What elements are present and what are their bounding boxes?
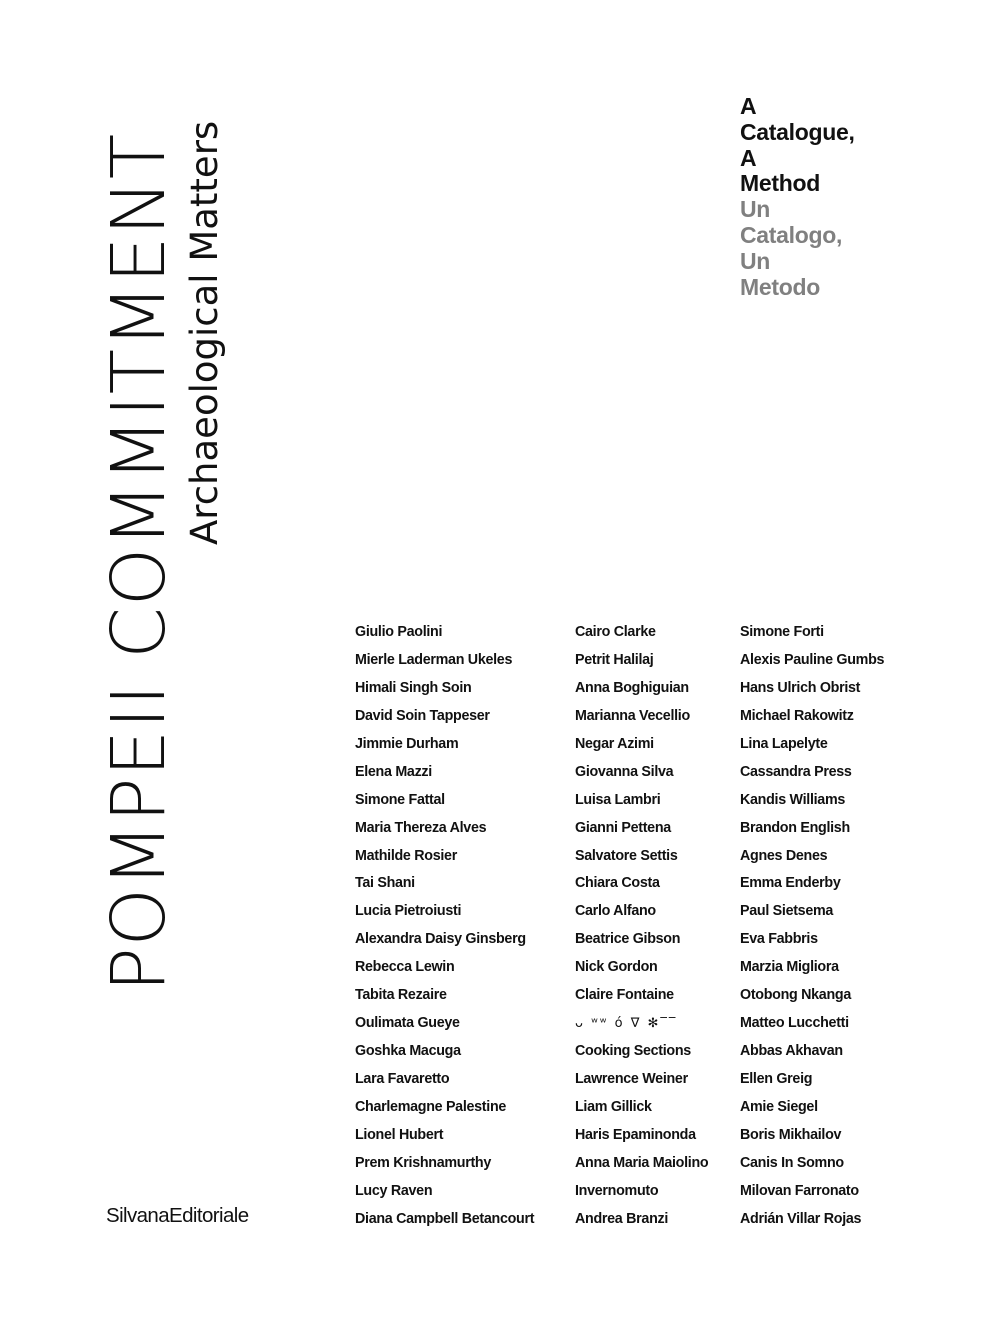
contributor-name: Anna Maria Maiolino <box>575 1154 709 1171</box>
contributor-name: Cairo Clarke <box>575 624 656 640</box>
cover-title: POMPEII COMMITMENT <box>96 132 182 992</box>
contributor-name: Nick Gordon <box>575 959 658 976</box>
contributor-name: Rebecca Lewin <box>355 959 455 976</box>
contributor-name: Andrea Branzi <box>575 1210 669 1227</box>
contributor-name: Anna Boghiguian <box>575 679 689 696</box>
contributor-name: Gianni Pettena <box>575 819 671 836</box>
contributor-name: Cassandra Press <box>740 763 852 780</box>
contributor-name: Boris Mikhailov <box>740 1126 842 1143</box>
contributor-glyph-name: ᴗ ʷʷ ό ∇ ✻‾‾ <box>575 1016 678 1032</box>
contributor-name: Ellen Greig <box>740 1071 813 1087</box>
contributor-name: Alexandra Daisy Ginsberg <box>355 931 526 948</box>
heading-en-line: Catalogue, <box>740 118 855 145</box>
contributor-name: Tabita Rezaire <box>355 987 447 1004</box>
contributor-name: Adrián Villar Rojas <box>740 1210 862 1227</box>
contributor-name: Tai Shani <box>355 875 415 892</box>
contributor-name: Maria Thereza Alves <box>355 819 487 836</box>
contributor-name: Kandis Williams <box>740 791 846 808</box>
heading-en-line: A <box>740 93 757 119</box>
contributor-name: Liam Gillick <box>575 1098 652 1115</box>
cover-subtitle: Archaeological Matters <box>183 120 226 545</box>
contributor-name: Amie Siegel <box>740 1098 818 1115</box>
contributor-name: Lucy Raven <box>355 1182 433 1199</box>
contributor-name: Agnes Denes <box>740 847 828 864</box>
contributor-name: Otobong Nkanga <box>740 987 851 1004</box>
contributors-column-2 <box>575 619 708 1234</box>
contributor-name: Marianna Vecellio <box>575 707 690 724</box>
heading-en-line: A <box>740 144 757 171</box>
contributor-name: Giovanna Silva <box>575 763 674 780</box>
contributor-name: Lawrence Weiner <box>575 1071 688 1087</box>
contributor-name: Alexis Pauline Gumbs <box>740 651 885 668</box>
contributor-name: Beatrice Gibson <box>575 931 681 948</box>
contributor-name: Lucia Pietroiusti <box>355 903 462 920</box>
heading-it-line: Un <box>740 196 771 223</box>
contributor-name: Luisa Lambri <box>575 791 661 808</box>
contributor-name: Carlo Alfano <box>575 903 656 920</box>
contributor-name: Cooking Sections <box>575 1043 691 1060</box>
contributor-name: Himali Singh Soin <box>355 679 472 696</box>
contributor-name: Brandon English <box>740 819 850 836</box>
heading-it-line: Catalogo, <box>740 221 843 248</box>
contributor-name: Marzia Migliora <box>740 959 839 976</box>
contributor-name: Giulio Paolini <box>355 624 443 640</box>
contributor-name: Canis In Somno <box>740 1154 844 1171</box>
contributor-name: Goshka Macuga <box>355 1043 461 1060</box>
contributor-name: David Soin Tappeser <box>355 707 490 724</box>
contributor-name: Emma Enderby <box>740 875 841 892</box>
contributor-name: Diana Campbell Betancourt <box>355 1210 535 1227</box>
contributor-name: Simone Fattal <box>355 791 445 808</box>
contributor-name: Mierle Laderman Ukeles <box>355 651 513 668</box>
contributor-name: Eva Fabbris <box>740 931 818 948</box>
contributor-name: Oulimata Gueye <box>355 1015 460 1032</box>
contributor-name: Petrit Halilaj <box>575 651 654 668</box>
heading-it-line: Metodo <box>740 273 820 300</box>
contributor-name: Abbas Akhavan <box>740 1043 843 1060</box>
contributor-name: Lina Lapelyte <box>740 735 828 752</box>
contributor-name: Milovan Farronato <box>740 1182 859 1199</box>
publisher-logo: SilvanaEditoriale <box>106 1204 249 1227</box>
contributor-name: Salvatore Settis <box>575 847 678 864</box>
heading-en-line: Method <box>740 170 820 197</box>
contributor-name: Invernomuto <box>575 1182 659 1199</box>
contributor-name: Simone Forti <box>740 624 824 640</box>
contributor-name: Haris Epaminonda <box>575 1126 696 1143</box>
contributor-name: Mathilde Rosier <box>355 847 457 864</box>
contributors-column-1 <box>355 619 534 1234</box>
contributor-name: Charlemagne Palestine <box>355 1098 507 1115</box>
contributor-name: Prem Krishnamurthy <box>355 1154 492 1171</box>
catalogue-heading <box>740 94 855 300</box>
contributor-name: Paul Sietsema <box>740 903 834 920</box>
contributor-name: Claire Fontaine <box>575 987 674 1004</box>
contributor-name: Michael Rakowitz <box>740 707 854 724</box>
contributor-name: Negar Azimi <box>575 735 654 752</box>
contributor-name: Jimmie Durham <box>355 735 459 752</box>
contributor-name: Lara Favaretto <box>355 1071 450 1087</box>
contributor-name: Hans Ulrich Obrist <box>740 679 861 696</box>
contributor-name: Lionel Hubert <box>355 1126 444 1143</box>
heading-it-line: Un <box>740 247 771 274</box>
contributor-name: Elena Mazzi <box>355 763 432 780</box>
contributors-column-3 <box>740 619 884 1234</box>
contributor-name: Matteo Lucchetti <box>740 1015 849 1032</box>
contributor-name: Chiara Costa <box>575 875 660 892</box>
